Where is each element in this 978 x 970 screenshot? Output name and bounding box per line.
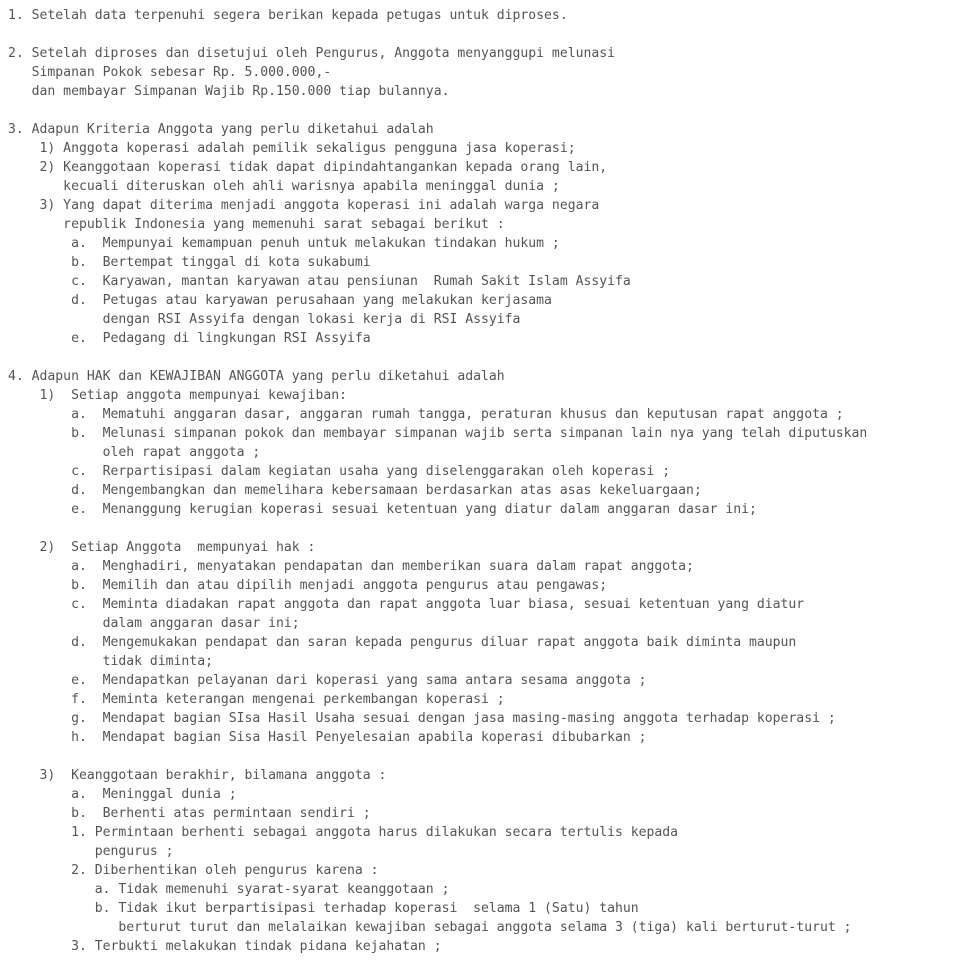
text-line: c. Rerpartisipasi dalam kegiatan usaha yang diselenggarakan oleh koperasi ;: [8, 464, 671, 479]
text-line: 3. Adapun Kriteria Anggota yang perlu diketahui adalah: [8, 122, 434, 137]
text-line: 1) Anggota koperasi adalah pemilik sekaligus pengguna jasa koperasi;: [8, 141, 576, 156]
text-line: dalam anggaran dasar ini;: [8, 616, 300, 631]
text-line: c. Karyawan, mantan karyawan atau pensiunan Rumah Sakit Islam Assyifa: [8, 274, 631, 289]
text-line: b. Bertempat tinggal di kota sukabumi: [8, 255, 371, 270]
text-line: d. Petugas atau karyawan perusahaan yang melakukan kerjasama: [8, 293, 552, 308]
text-line: g. Mendapat bagian SIsa Hasil Usaha sesuai dengan jasa masing-masing anggota terhadap koperasi ;: [8, 711, 836, 726]
text-line: a. Meninggal dunia ;: [8, 787, 237, 802]
text-line: b. Memilih dan atau dipilih menjadi anggota pengurus atau pengawas;: [8, 578, 608, 593]
text-line: b. Berhenti atas permintaan sendiri ;: [8, 806, 371, 821]
document-text: [8, 6, 976, 956]
text-line: b. Melunasi simpanan pokok dan membayar simpanan wajib serta simpanan lain nya yang telah diputuskan: [8, 426, 868, 441]
text-line: 1. Setelah data terpenuhi segera berikan kepada petugas untuk diproses.: [8, 8, 568, 23]
text-line: [8, 519, 976, 538]
text-line: 2) Keanggotaan koperasi tidak dapat dipindahtangankan kepada orang lain,: [8, 160, 608, 175]
text-line: 4. Adapun HAK dan KEWAJIBAN ANGGOTA yang perlu diketahui adalah: [8, 369, 505, 384]
text-line: a. Menghadiri, menyatakan pendapatan dan memberikan suara dalam rapat anggota;: [8, 559, 694, 574]
text-line: [8, 101, 976, 120]
text-line: a. Mempunyai kemampuan penuh untuk melakukan tindakan hukum ;: [8, 236, 560, 251]
text-line: f. Meminta keterangan mengenai perkembangan koperasi ;: [8, 692, 505, 707]
text-line: pengurus ;: [8, 844, 174, 859]
text-line: 1) Setiap anggota mempunyai kewajiban:: [8, 388, 347, 403]
text-line: [8, 747, 976, 766]
text-line: a. Tidak memenuhi syarat-syarat keanggotaan ;: [8, 882, 450, 897]
text-line: b. Tidak ikut berpartisipasi terhadap koperasi selama 1 (Satu) tahun: [8, 901, 639, 916]
text-line: oleh rapat anggota ;: [8, 445, 261, 460]
text-line: 2. Setelah diproses dan disetujui oleh Pengurus, Anggota menyanggupi melunasi: [8, 46, 615, 61]
text-line: h. Mendapat bagian Sisa Hasil Penyelesaian apabila koperasi dibubarkan ;: [8, 730, 647, 745]
text-line: republik Indonesia yang memenuhi sarat sebagai berikut :: [8, 217, 505, 232]
text-line: d. Mengembangkan dan memelihara kebersamaan berdasarkan atas asas kekeluargaan;: [8, 483, 702, 498]
text-line: Simpanan Pokok sebesar Rp. 5.000.000,-: [8, 65, 332, 80]
text-line: 3) Yang dapat diterima menjadi anggota koperasi ini adalah warga negara: [8, 198, 600, 213]
text-line: c. Meminta diadakan rapat anggota dan rapat anggota luar biasa, sesuai ketentuan yang diatur: [8, 597, 805, 612]
text-line: tidak diminta;: [8, 654, 213, 669]
text-line: e. Pedagang di lingkungan RSI Assyifa: [8, 331, 371, 346]
text-line: 2) Setiap Anggota mempunyai hak :: [8, 540, 316, 555]
text-line: 3. Terbukti melakukan tindak pidana kejahatan ;: [8, 939, 442, 954]
text-line: d. Mengemukakan pendapat dan saran kepada pengurus diluar rapat anggota baik diminta maupun: [8, 635, 797, 650]
text-line: 2. Diberhentikan oleh pengurus karena :: [8, 863, 379, 878]
text-line: 3) Keanggotaan berakhir, bilamana anggota :: [8, 768, 387, 783]
text-line: a. Mematuhi anggaran dasar, anggaran rumah tangga, peraturan khusus dan keputusan rapat anggota ;: [8, 407, 844, 422]
text-line: e. Mendapatkan pelayanan dari koperasi yang sama antara sesama anggota ;: [8, 673, 647, 688]
text-line: dan membayar Simpanan Wajib Rp.150.000 tiap bulannya.: [8, 84, 450, 99]
text-line: [8, 348, 976, 367]
text-line: 1. Permintaan berhenti sebagai anggota harus dilakukan secara tertulis kepada: [8, 825, 679, 840]
text-line: e. Menanggung kerugian koperasi sesuai ketentuan yang diatur dalam anggaran dasar ini;: [8, 502, 757, 517]
text-line: kecuali diteruskan oleh ahli warisnya apabila meninggal dunia ;: [8, 179, 560, 194]
text-line: [8, 25, 976, 44]
text-line: berturut turut dan melalaikan kewajiban sebagai anggota selama 3 (tiga) kali berturut-turut ;: [8, 920, 852, 935]
text-line: dengan RSI Assyifa dengan lokasi kerja di RSI Assyifa: [8, 312, 521, 327]
